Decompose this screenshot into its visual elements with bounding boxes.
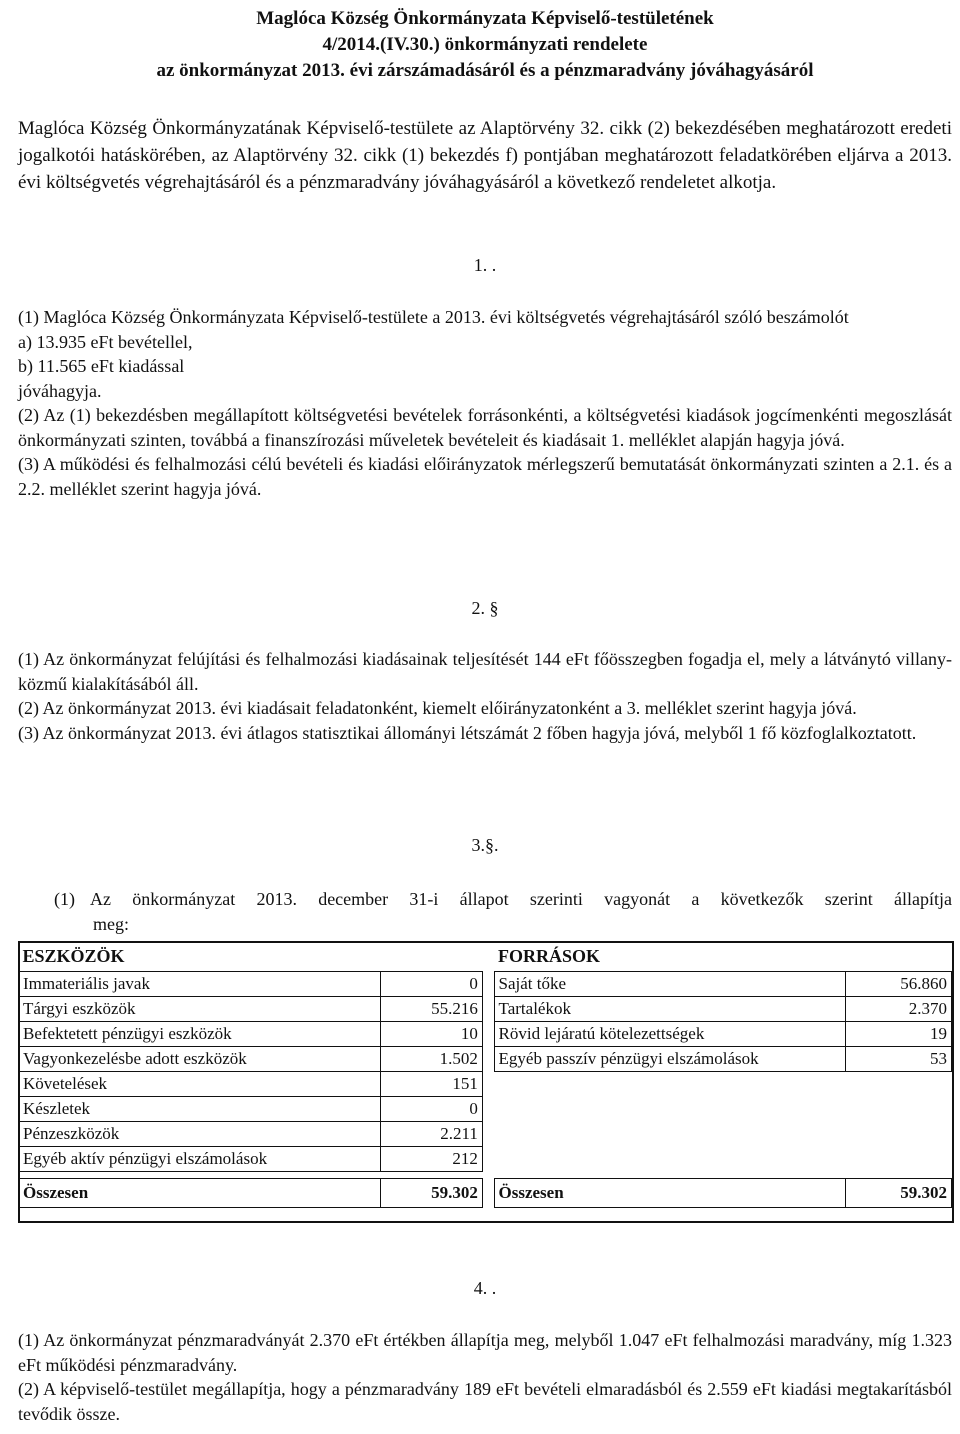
table-row xyxy=(19,1147,952,1172)
column-gap xyxy=(482,1122,494,1147)
assets-total-label: Összesen xyxy=(19,1179,381,1208)
column-gap xyxy=(482,972,494,997)
liability-value: 2.370 xyxy=(845,997,951,1022)
table-row xyxy=(19,972,952,997)
section-2-heading: 2. § xyxy=(471,598,499,618)
asset-name: Tárgyi eszközök xyxy=(19,997,381,1022)
liability-name: Rövid lejáratú kötelezettségek xyxy=(494,1022,845,1047)
section-3-p1-continuation: meg: xyxy=(93,913,129,934)
asset-name: Készletek xyxy=(19,1097,381,1122)
preamble: Maglóca Község Önkormányzatának Képviselő-testülete az Alaptörvény 32. cikk (2) bekezdésében meghatározott eredeti jogalkotói hatáskörében, az Alaptörvény 32. cikk (1) bekezdés f) pontjában meghatározott feladatkörében eljárva a 2013. évi költségvetés végrehajtásáról és a pénzmaradvány jóváhagyásáról a következő rendeletet alkotja. xyxy=(18,118,952,193)
liabilities-total-label: Összesen xyxy=(494,1179,845,1208)
section-1-heading: 1. . xyxy=(473,255,497,275)
liability-name xyxy=(494,1097,845,1122)
table-spacer-row xyxy=(19,1172,952,1179)
liability-name xyxy=(494,1147,845,1172)
section-1-item-a: a) 13.935 eFt bevétellel, xyxy=(18,331,193,352)
table-row xyxy=(19,1097,952,1122)
assets-table xyxy=(18,941,952,1208)
table-row xyxy=(19,1047,952,1072)
asset-value: 2.211 xyxy=(380,1122,482,1147)
column-gap xyxy=(482,1097,494,1122)
section-2-paragraph-1: (1) Az önkormányzat felújítási és felhalmozási kiadásainak teljesítését 144 eFt főösszegben fogadja el, mely a látványtó villany-közmű kialakításából áll. xyxy=(18,649,952,694)
section-4-paragraph-2: (2) A képviselő-testület megállapítja, hogy a pénzmaradvány 189 eFt bevételi elmaradásból és 2.559 eFt kiadási megtakarításból tevődik össze. xyxy=(18,1379,952,1424)
asset-value: 10 xyxy=(380,1022,482,1047)
section-3-paragraph-1 xyxy=(18,887,952,936)
document-title xyxy=(18,6,952,84)
table-header-row xyxy=(19,941,952,972)
table-row xyxy=(19,1022,952,1047)
liabilities-total-value: 59.302 xyxy=(845,1179,951,1208)
asset-name: Befektetett pénzügyi eszközök xyxy=(19,1022,381,1047)
section-1-paragraph-3: (3) A működési és felhalmozási célú bevételi és kiadási előirányzatok mérlegszerű bemutatását önkormányzati szinten a 2.1. és a 2.2. melléklet szerint hagyja jóvá. xyxy=(18,454,952,499)
section-1-body xyxy=(18,305,952,501)
section-1-paragraph-1: (1) Maglóca Község Önkormányzata Képviselő-testülete a 2013. évi költségvetés végrehajtásáról szóló beszámolót xyxy=(18,307,849,327)
liability-name: Tartalékok xyxy=(494,997,845,1022)
column-gap xyxy=(482,1147,494,1172)
liability-name xyxy=(494,1072,845,1097)
section-1-approve: jóváhagyja. xyxy=(18,380,102,401)
asset-value: 151 xyxy=(380,1072,482,1097)
section-3-p1-text: Az önkormányzat 2013. december 31-i állapot szerinti vagyonát a következők szerint állapítja xyxy=(90,889,952,909)
column-gap xyxy=(482,1047,494,1072)
liability-value xyxy=(845,1122,951,1147)
section-2-paragraph-3: (3) Az önkormányzat 2013. évi átlagos statisztikai állományi létszámát 2 főben hagyja jóvá, melyből 1 fő közfoglalkoztatott. xyxy=(18,722,917,743)
column-gap xyxy=(482,1179,494,1208)
assets-total-value: 59.302 xyxy=(380,1179,482,1208)
table-row xyxy=(19,997,952,1022)
liability-value: 19 xyxy=(845,1022,951,1047)
table-row xyxy=(19,1122,952,1147)
liability-value xyxy=(845,1097,951,1122)
liability-name: Saját tőke xyxy=(494,972,845,997)
section-2-paragraph-2: (2) Az önkormányzat 2013. évi kiadásait feladatonként, kiemelt előirányzatonként a 3. melléklet szerint hagyja jóvá. xyxy=(18,698,857,718)
liability-value: 56.860 xyxy=(845,972,951,997)
section-3-p1-number: (1) xyxy=(54,889,75,909)
title-line-2: 4/2014.(IV.30.) önkormányzati rendelete xyxy=(322,34,648,55)
asset-value: 0 xyxy=(380,972,482,997)
asset-name: Immateriális javak xyxy=(19,972,381,997)
section-4-heading: 4. . xyxy=(473,1278,497,1298)
asset-name: Pénzeszközök xyxy=(19,1122,381,1147)
liability-value xyxy=(845,1147,951,1172)
section-4-paragraph-1: (1) Az önkormányzat pénzmaradványát 2.370 eFt értékben állapítja meg, melyből 1.047 eFt felhalmozási maradvány, míg 1.323 eFt működési pénzmaradvány. xyxy=(18,1330,952,1375)
asset-value: 1.502 xyxy=(380,1047,482,1072)
column-gap xyxy=(482,1072,494,1097)
section-2-body xyxy=(18,647,952,745)
liability-value: 53 xyxy=(845,1047,951,1072)
asset-name: Egyéb aktív pénzügyi elszámolások xyxy=(19,1147,381,1172)
asset-value: 55.216 xyxy=(380,997,482,1022)
section-4-body xyxy=(18,1328,952,1426)
liabilities-header: FORRÁSOK xyxy=(498,946,601,966)
asset-value: 212 xyxy=(380,1147,482,1172)
title-line-3: az önkormányzat 2013. évi zárszámadásáról és a pénzmaradvány jóváhagyásáról xyxy=(156,60,814,81)
asset-name: Vagyonkezelésbe adott eszközök xyxy=(19,1047,381,1072)
section-3-heading: 3.§. xyxy=(471,835,499,855)
column-gap xyxy=(482,997,494,1022)
liability-name xyxy=(494,1122,845,1147)
liability-value xyxy=(845,1072,951,1097)
liability-name: Egyéb passzív pénzügyi elszámolások xyxy=(494,1047,845,1072)
column-gap xyxy=(482,1022,494,1047)
asset-name: Követelések xyxy=(19,1072,381,1097)
asset-value: 0 xyxy=(380,1097,482,1122)
section-1-paragraph-2: (2) Az (1) bekezdésben megállapított költségvetési bevételek forrásonkénti, a költségvetési kiadások jogcímenkénti megoszlását önkormányzati szinten, továbbá a finanszírozási műveletek bevételeit és kiadásait 1. melléklet alapján hagyja jóvá. xyxy=(18,405,952,450)
table-total-row xyxy=(19,1179,952,1208)
assets-header: ESZKÖZÖK xyxy=(22,946,125,966)
section-1-item-b: b) 11.565 eFt kiadással xyxy=(18,356,185,376)
title-line-1: Maglóca Község Önkormányzata Képviselő-testületének xyxy=(256,8,714,29)
table-row xyxy=(19,1072,952,1097)
